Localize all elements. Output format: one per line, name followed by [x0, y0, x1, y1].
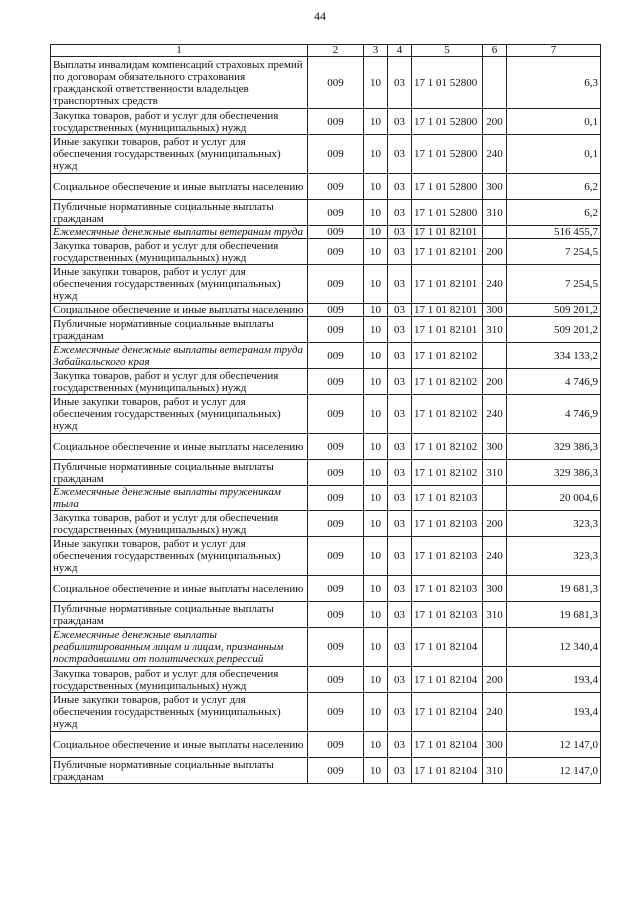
- cell-name: Социальное обеспечение и иные выплаты населению: [51, 576, 308, 602]
- cell-name: Иные закупки товаров, работ и услуг для обеспечения государственных (муниципальных) нужд: [51, 265, 308, 304]
- cell-vr: 240: [483, 693, 507, 732]
- cell-rz: 10: [364, 395, 388, 434]
- cell-vr: 310: [483, 460, 507, 486]
- cell-vr: 200: [483, 369, 507, 395]
- table-row: [51, 200, 601, 226]
- cell-csr: 17 1 01 82102: [412, 395, 483, 434]
- table-row: [51, 395, 601, 434]
- cell-grbs: 009: [308, 758, 364, 784]
- cell-csr: 17 1 01 52800: [412, 109, 483, 135]
- table-row: [51, 667, 601, 693]
- cell-pr: 03: [388, 239, 412, 265]
- header-cell-pr: 4: [388, 45, 412, 57]
- cell-pr: 03: [388, 732, 412, 758]
- cell-rz: 10: [364, 174, 388, 200]
- cell-pr: 03: [388, 343, 412, 369]
- cell-vr: 300: [483, 304, 507, 317]
- table-row: [51, 434, 601, 460]
- cell-name: Социальное обеспечение и иные выплаты населению: [51, 732, 308, 758]
- cell-amount: 19 681,3: [507, 576, 601, 602]
- cell-vr: 310: [483, 200, 507, 226]
- cell-csr: 17 1 01 52800: [412, 57, 483, 109]
- cell-pr: 03: [388, 434, 412, 460]
- cell-grbs: 009: [308, 511, 364, 537]
- cell-csr: 17 1 01 82103: [412, 602, 483, 628]
- cell-amount: 6,2: [507, 174, 601, 200]
- cell-rz: 10: [364, 758, 388, 784]
- cell-rz: 10: [364, 460, 388, 486]
- cell-rz: 10: [364, 667, 388, 693]
- cell-pr: 03: [388, 602, 412, 628]
- cell-name: Иные закупки товаров, работ и услуг для обеспечения государственных (муниципальных) нужд: [51, 537, 308, 576]
- cell-rz: 10: [364, 135, 388, 174]
- cell-pr: 03: [388, 667, 412, 693]
- table-row: [51, 537, 601, 576]
- table-row: [51, 628, 601, 667]
- cell-pr: 03: [388, 537, 412, 576]
- cell-grbs: 009: [308, 732, 364, 758]
- cell-rz: 10: [364, 317, 388, 343]
- cell-grbs: 009: [308, 226, 364, 239]
- cell-name: Публичные нормативные социальные выплаты гражданам: [51, 460, 308, 486]
- cell-amount: 0,1: [507, 135, 601, 174]
- cell-vr: [483, 226, 507, 239]
- cell-csr: 17 1 01 82103: [412, 511, 483, 537]
- cell-csr: 17 1 01 82102: [412, 343, 483, 369]
- cell-name: Выплаты инвалидам компенсаций страховых премий по договорам обязательного страхования гражданской ответственности владельцев транспортных средств: [51, 57, 308, 109]
- cell-grbs: 009: [308, 304, 364, 317]
- cell-amount: 19 681,3: [507, 602, 601, 628]
- page-number: 44: [314, 9, 326, 23]
- table-row: [51, 343, 601, 369]
- table-row: [51, 174, 601, 200]
- cell-pr: 03: [388, 304, 412, 317]
- cell-name: Закупка товаров, работ и услуг для обеспечения государственных (муниципальных) нужд: [51, 511, 308, 537]
- cell-amount: 12 147,0: [507, 758, 601, 784]
- cell-name: Публичные нормативные социальные выплаты гражданам: [51, 317, 308, 343]
- cell-csr: 17 1 01 82101: [412, 239, 483, 265]
- table-body: [51, 57, 601, 784]
- cell-name: Ежемесячные денежные выплаты ветеранам труда: [51, 226, 308, 239]
- table-row: [51, 486, 601, 511]
- cell-grbs: 009: [308, 135, 364, 174]
- cell-grbs: 009: [308, 576, 364, 602]
- cell-rz: 10: [364, 434, 388, 460]
- cell-rz: 10: [364, 200, 388, 226]
- cell-amount: 509 201,2: [507, 317, 601, 343]
- cell-rz: 10: [364, 109, 388, 135]
- cell-vr: 200: [483, 239, 507, 265]
- table-row: [51, 317, 601, 343]
- cell-pr: 03: [388, 576, 412, 602]
- cell-vr: [483, 486, 507, 511]
- cell-vr: 300: [483, 174, 507, 200]
- cell-vr: 300: [483, 434, 507, 460]
- cell-csr: 17 1 01 82104: [412, 758, 483, 784]
- cell-vr: [483, 57, 507, 109]
- cell-amount: 329 386,3: [507, 460, 601, 486]
- table-row: [51, 57, 601, 109]
- cell-grbs: 009: [308, 395, 364, 434]
- cell-rz: 10: [364, 304, 388, 317]
- cell-grbs: 009: [308, 486, 364, 511]
- cell-amount: 193,4: [507, 693, 601, 732]
- cell-csr: 17 1 01 82104: [412, 732, 483, 758]
- cell-amount: 4 746,9: [507, 395, 601, 434]
- cell-pr: 03: [388, 109, 412, 135]
- cell-grbs: 009: [308, 57, 364, 109]
- cell-amount: 7 254,5: [507, 265, 601, 304]
- table-row: [51, 304, 601, 317]
- cell-csr: 17 1 01 82102: [412, 369, 483, 395]
- table-row: [51, 602, 601, 628]
- cell-name: Социальное обеспечение и иные выплаты населению: [51, 304, 308, 317]
- cell-name: Ежемесячные денежные выплаты ветеранам труда Забайкальского края: [51, 343, 308, 369]
- cell-pr: 03: [388, 758, 412, 784]
- cell-vr: [483, 343, 507, 369]
- cell-name: Закупка товаров, работ и услуг для обеспечения государственных (муниципальных) нужд: [51, 369, 308, 395]
- cell-pr: 03: [388, 265, 412, 304]
- cell-name: Закупка товаров, работ и услуг для обеспечения государственных (муниципальных) нужд: [51, 667, 308, 693]
- cell-vr: 200: [483, 109, 507, 135]
- cell-amount: 6,2: [507, 200, 601, 226]
- cell-name: Ежемесячные денежные выплаты реабилитированным лицам и лицам, признанным пострадавшими от политических репрессий: [51, 628, 308, 667]
- cell-vr: 310: [483, 758, 507, 784]
- cell-csr: 17 1 01 82101: [412, 265, 483, 304]
- cell-amount: 12 147,0: [507, 732, 601, 758]
- cell-pr: 03: [388, 135, 412, 174]
- cell-rz: 10: [364, 628, 388, 667]
- cell-grbs: 009: [308, 693, 364, 732]
- cell-name: Социальное обеспечение и иные выплаты населению: [51, 434, 308, 460]
- cell-csr: 17 1 01 82101: [412, 226, 483, 239]
- table-header: [51, 45, 601, 57]
- header-cell-grbs: 2: [308, 45, 364, 57]
- cell-amount: 323,3: [507, 537, 601, 576]
- cell-vr: 240: [483, 135, 507, 174]
- table-row: [51, 369, 601, 395]
- cell-amount: 323,3: [507, 511, 601, 537]
- cell-csr: 17 1 01 82102: [412, 434, 483, 460]
- cell-amount: 334 133,2: [507, 343, 601, 369]
- cell-grbs: 009: [308, 667, 364, 693]
- cell-rz: 10: [364, 537, 388, 576]
- cell-vr: [483, 628, 507, 667]
- cell-name: Публичные нормативные социальные выплаты гражданам: [51, 200, 308, 226]
- cell-vr: 240: [483, 395, 507, 434]
- cell-vr: 240: [483, 537, 507, 576]
- cell-amount: 509 201,2: [507, 304, 601, 317]
- header-cell-csr: 5: [412, 45, 483, 57]
- cell-pr: 03: [388, 200, 412, 226]
- header-cell-vr: 6: [483, 45, 507, 57]
- budget-table: [50, 44, 601, 784]
- cell-vr: 200: [483, 511, 507, 537]
- cell-csr: 17 1 01 82101: [412, 317, 483, 343]
- cell-pr: 03: [388, 511, 412, 537]
- cell-grbs: 009: [308, 369, 364, 395]
- table-row: [51, 758, 601, 784]
- cell-amount: 516 455,7: [507, 226, 601, 239]
- cell-pr: 03: [388, 693, 412, 732]
- header-cell-amount: 7: [507, 45, 601, 57]
- cell-rz: 10: [364, 602, 388, 628]
- cell-rz: 10: [364, 369, 388, 395]
- cell-grbs: 009: [308, 343, 364, 369]
- cell-vr: 300: [483, 576, 507, 602]
- cell-pr: 03: [388, 369, 412, 395]
- table-row: [51, 693, 601, 732]
- header-row: [51, 45, 601, 57]
- cell-pr: 03: [388, 226, 412, 239]
- cell-csr: 17 1 01 82103: [412, 576, 483, 602]
- cell-amount: 12 340,4: [507, 628, 601, 667]
- cell-pr: 03: [388, 174, 412, 200]
- table-row: [51, 239, 601, 265]
- cell-grbs: 009: [308, 174, 364, 200]
- cell-csr: 17 1 01 82103: [412, 486, 483, 511]
- table-row: [51, 109, 601, 135]
- cell-grbs: 009: [308, 460, 364, 486]
- cell-amount: 193,4: [507, 667, 601, 693]
- cell-rz: 10: [364, 239, 388, 265]
- cell-pr: 03: [388, 57, 412, 109]
- cell-amount: 6,3: [507, 57, 601, 109]
- cell-grbs: 009: [308, 602, 364, 628]
- cell-csr: 17 1 01 82101: [412, 304, 483, 317]
- cell-grbs: 009: [308, 200, 364, 226]
- cell-rz: 10: [364, 57, 388, 109]
- table-row: [51, 265, 601, 304]
- cell-amount: 7 254,5: [507, 239, 601, 265]
- cell-vr: 240: [483, 265, 507, 304]
- cell-vr: 200: [483, 667, 507, 693]
- cell-rz: 10: [364, 226, 388, 239]
- cell-csr: 17 1 01 82104: [412, 693, 483, 732]
- cell-rz: 10: [364, 265, 388, 304]
- table-row: [51, 576, 601, 602]
- cell-rz: 10: [364, 693, 388, 732]
- cell-csr: 17 1 01 52800: [412, 135, 483, 174]
- cell-vr: 310: [483, 317, 507, 343]
- cell-csr: 17 1 01 82102: [412, 460, 483, 486]
- cell-grbs: 009: [308, 434, 364, 460]
- cell-csr: 17 1 01 52800: [412, 200, 483, 226]
- cell-pr: 03: [388, 317, 412, 343]
- cell-grbs: 009: [308, 537, 364, 576]
- cell-pr: 03: [388, 395, 412, 434]
- cell-rz: 10: [364, 576, 388, 602]
- cell-csr: 17 1 01 82103: [412, 537, 483, 576]
- cell-name: Ежемесячные денежные выплаты труженикам тыла: [51, 486, 308, 511]
- cell-amount: 0,1: [507, 109, 601, 135]
- cell-amount: 329 386,3: [507, 434, 601, 460]
- cell-grbs: 009: [308, 628, 364, 667]
- cell-pr: 03: [388, 486, 412, 511]
- cell-grbs: 009: [308, 317, 364, 343]
- cell-name: Социальное обеспечение и иные выплаты населению: [51, 174, 308, 200]
- header-cell-rz: 3: [364, 45, 388, 57]
- cell-name: Публичные нормативные социальные выплаты гражданам: [51, 602, 308, 628]
- cell-csr: 17 1 01 52800: [412, 174, 483, 200]
- header-cell-name: 1: [51, 45, 308, 57]
- cell-vr: 310: [483, 602, 507, 628]
- cell-name: Закупка товаров, работ и услуг для обеспечения государственных (муниципальных) нужд: [51, 109, 308, 135]
- table-row: [51, 511, 601, 537]
- cell-csr: 17 1 01 82104: [412, 667, 483, 693]
- table-row: [51, 135, 601, 174]
- cell-rz: 10: [364, 486, 388, 511]
- cell-vr: 300: [483, 732, 507, 758]
- cell-csr: 17 1 01 82104: [412, 628, 483, 667]
- cell-pr: 03: [388, 628, 412, 667]
- cell-grbs: 009: [308, 109, 364, 135]
- table-row: [51, 732, 601, 758]
- table-row: [51, 460, 601, 486]
- cell-name: Иные закупки товаров, работ и услуг для обеспечения государственных (муниципальных) нужд: [51, 395, 308, 434]
- cell-name: Иные закупки товаров, работ и услуг для обеспечения государственных (муниципальных) нужд: [51, 135, 308, 174]
- cell-pr: 03: [388, 460, 412, 486]
- cell-grbs: 009: [308, 239, 364, 265]
- cell-name: Публичные нормативные социальные выплаты гражданам: [51, 758, 308, 784]
- table-row: [51, 226, 601, 239]
- cell-amount: 20 004,6: [507, 486, 601, 511]
- cell-amount: 4 746,9: [507, 369, 601, 395]
- cell-rz: 10: [364, 343, 388, 369]
- cell-rz: 10: [364, 511, 388, 537]
- cell-name: Иные закупки товаров, работ и услуг для обеспечения государственных (муниципальных) нужд: [51, 693, 308, 732]
- cell-rz: 10: [364, 732, 388, 758]
- cell-grbs: 009: [308, 265, 364, 304]
- cell-name: Закупка товаров, работ и услуг для обеспечения государственных (муниципальных) нужд: [51, 239, 308, 265]
